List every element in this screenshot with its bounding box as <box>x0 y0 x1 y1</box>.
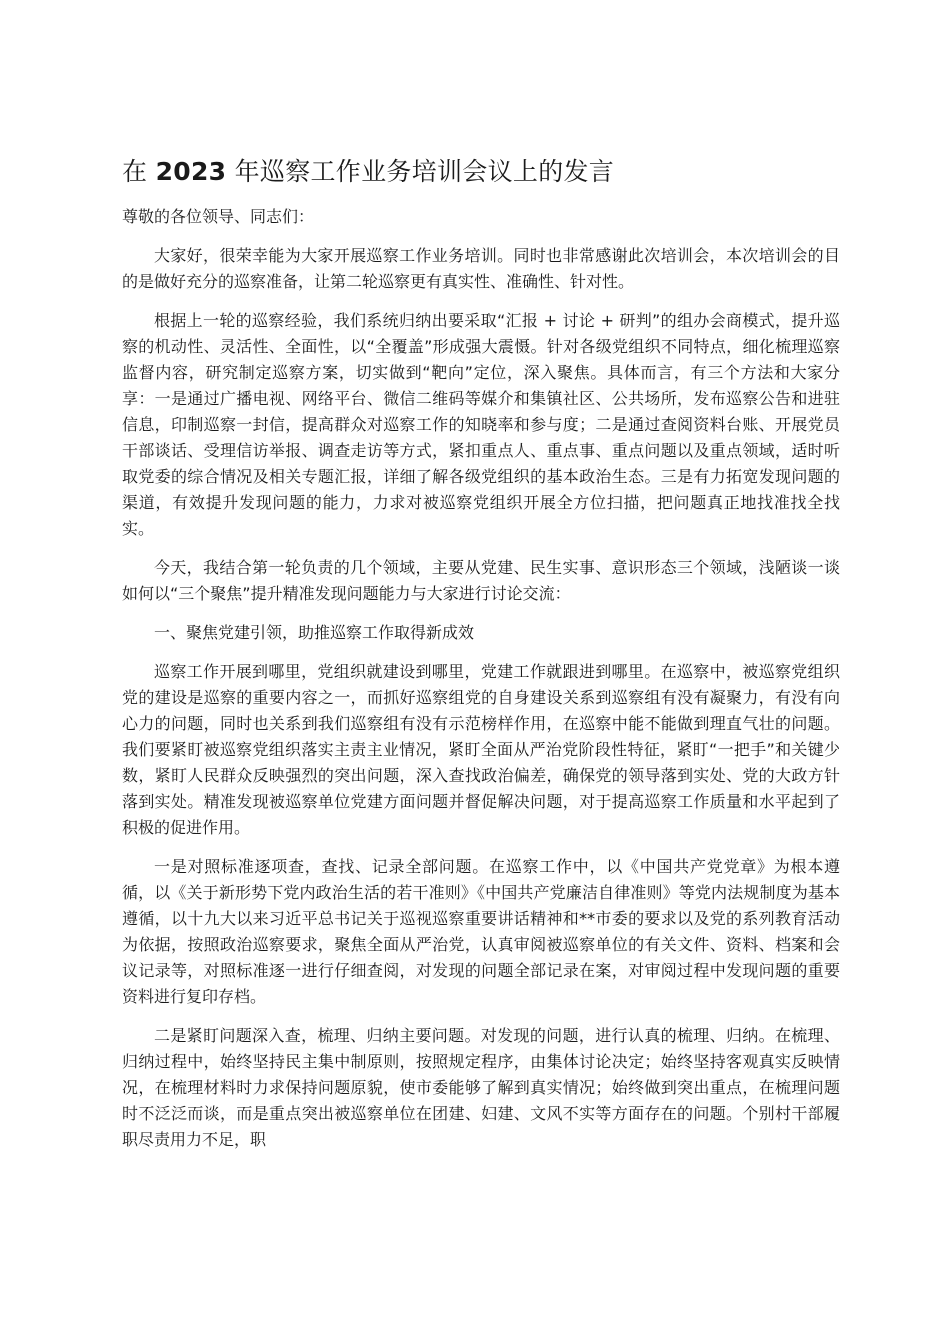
paragraph-today: 今天，我结合第一轮负责的几个领域，主要从党建、民生实事、意识形态三个领域，浅陋谈一谈如何以“三个聚焦”提升精准发现问题能力与大家进行讨论交流： <box>122 558 840 603</box>
document-title <box>122 152 840 192</box>
paragraph-intro: 大家好，很荣幸能为大家开展巡察工作业务培训。同时也非常感谢此次培训会，本次培训会的目的是做好充分的巡察准备，让第二轮巡察更有真实性、准确性、针对性。 <box>122 246 840 291</box>
title-prefix: 在 <box>122 157 148 186</box>
document-page <box>122 152 840 1166</box>
paragraph-point-2: 二是紧盯问题深入查，梳理、归纳主要问题。对发现的问题，进行认真的梳理、归纳。在梳理、归纳过程中，始终坚持民主集中制原则，按照规定程序，由集体讨论决定；始终坚持客观真实反映情况，在梳理材料时力求保持问题原貌，使市委能够了解到真实情况；始终做到突出重点，在梳理问题时不泛泛而谈，而是重点突出被巡察单位在团建、妇建、文风不实等方面存在的问题。个别村干部履职尽责用力不足，职 <box>122 1026 840 1149</box>
title-year: 2023 <box>155 157 227 186</box>
section-heading-1: 一、聚焦党建引领，助推巡察工作取得新成效 <box>154 623 475 642</box>
paragraph-experience: 根据上一轮的巡察经验，我们系统归纳出要采取“汇报 + 讨论 + 研判”的组办会商模式，提升巡察的机动性、灵活性、全面性，以“全覆盖”形成强大震慑。针对各级党组织不同特点，细化梳理巡察监督内容，研究制定巡察方案，切实做到“靶向”定位，深入聚焦。具体而言，有三个方法和大家分享：一是通过广播电视、网络平台、微信二维码等媒介和集镇社区、公共场所，发布巡察公告和进驻信息，印制巡察一封信，提高群众对巡察工作的知晓率和参与度；二是通过查阅资料台账、开展党员干部谈话、受理信访举报、调查走访等方式，紧扣重点人、重点事、重点问题以及重点领域，适时听取党委的综合情况及相关专题汇报，详细了解各级党组织的基本政治生态。三是有力拓宽发现问题的渠道，有效提升发现问题的能力，力求对被巡察党组织开展全方位扫描，把问题真正地找准找全找实。 <box>122 311 840 538</box>
salutation: 尊敬的各位领导、同志们： <box>122 207 315 226</box>
paragraph-point-1: 一是对照标准逐项查，查找、记录全部问题。在巡察工作中，以《中国共产党党章》为根本遵循，以《关于新形势下党内政治生活的若干准则》《中国共产党廉洁自律准则》等党内法规制度为基本遵循，以十九大以来习近平总书记关于巡视巡察重要讲话精神和**市委的要求以及党的系列教育活动为依据，按照政治巡察要求，聚焦全面从严治党，认真审阅被巡察单位的有关文件、资料、档案和会议记录等，对照标准逐一进行仔细查阅，对发现的问题全部记录在案，对审阅过程中发现问题的重要资料进行复印存档。 <box>122 857 840 1006</box>
title-suffix: 年巡察工作业务培训会议上的发言 <box>234 157 615 186</box>
paragraph-party-building: 巡察工作开展到哪里，党组织就建设到哪里，党建工作就跟进到哪里。在巡察中，被巡察党组织党的建设是巡察的重要内容之一，而抓好巡察组党的自身建设关系到巡察组有没有凝聚力，有没有向心力的问题，同时也关系到我们巡察组有没有示范榜样作用，在巡察中能不能做到理直气壮的问题。我们要紧盯被巡察党组织落实主责主业情况，紧盯全面从严治党阶段性特征，紧盯“一把手”和关键少数，紧盯人民群众反映强烈的突出问题，深入查找政治偏差，确保党的领导落到实处、党的大政方针落到实处。精准发现被巡察单位党建方面问题并督促解决问题，对于提高巡察工作质量和水平起到了积极的促进作用。 <box>122 662 840 837</box>
